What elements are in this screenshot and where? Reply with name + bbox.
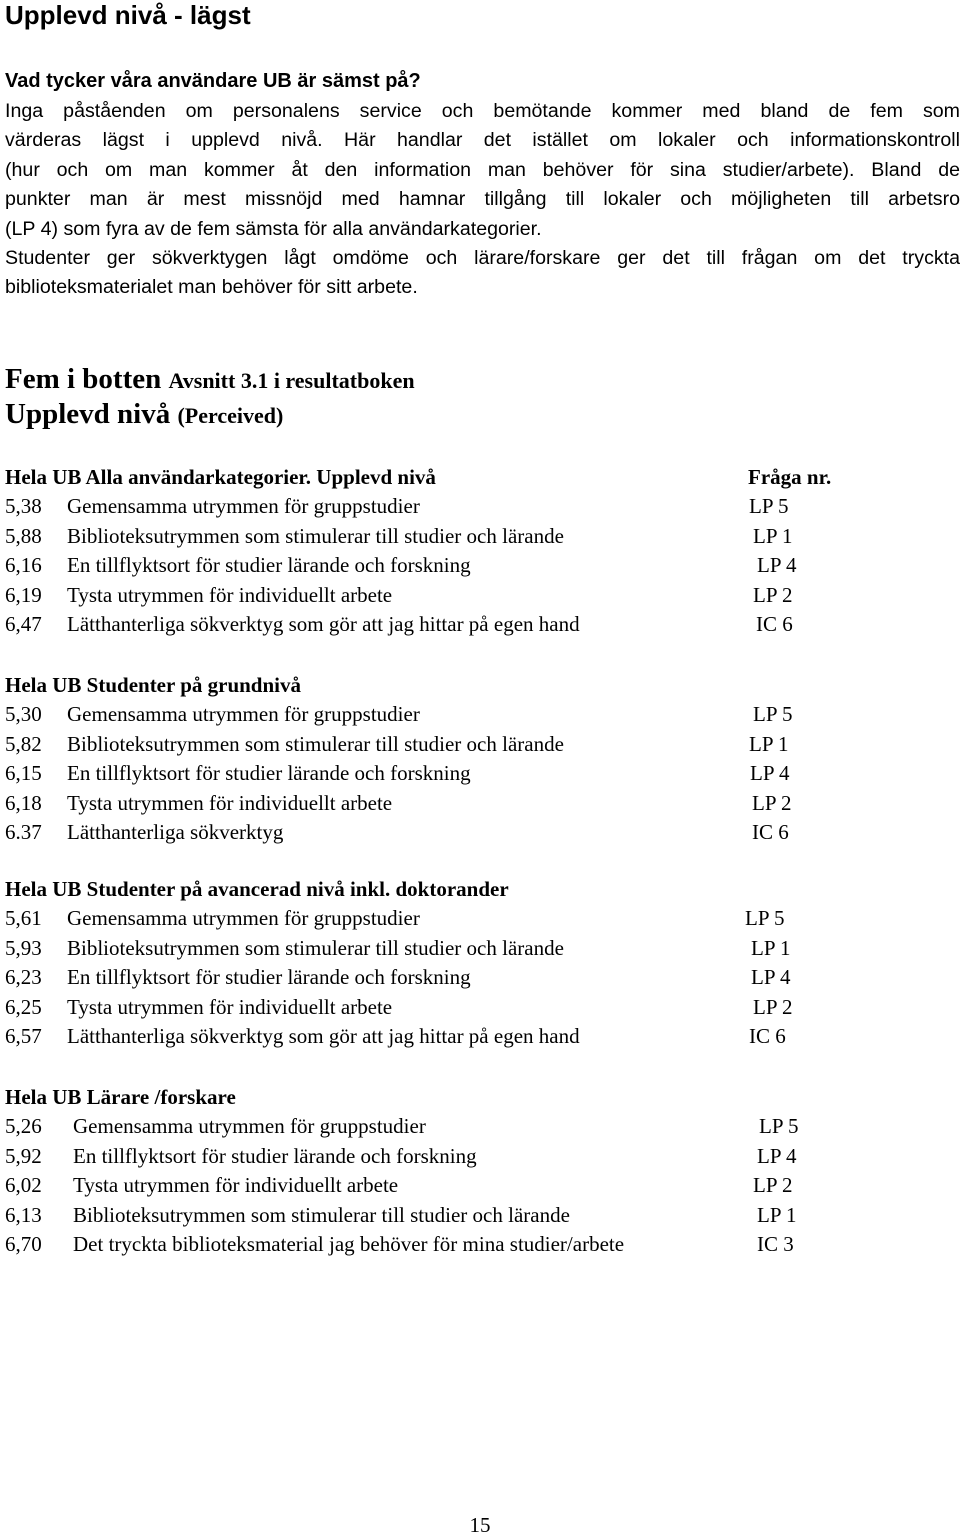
score-value: 6.37 bbox=[5, 820, 42, 844]
score-value: 6,15 bbox=[5, 761, 42, 785]
score-value: 6,23 bbox=[5, 965, 42, 989]
question-code: LP 4 bbox=[750, 761, 790, 785]
heading-sub: Avsnitt 3.1 i resultatboken bbox=[168, 368, 415, 393]
question-code: LP 2 bbox=[752, 790, 792, 815]
heading-sub: (Perceived) bbox=[177, 403, 284, 428]
statement-label: Gemensamma utrymmen för gruppstudier bbox=[67, 494, 420, 518]
question-code: LP 5 bbox=[749, 494, 789, 518]
paragraph-line: punkter man är mest missnöjd med hamnar tillgång till lokaler och möjligheten till arbetsro bbox=[5, 188, 960, 211]
statement-label: Lätthanterliga sökverktyg som gör att jag hittar på egen hand bbox=[67, 612, 580, 636]
result-row bbox=[5, 1201, 945, 1230]
result-row bbox=[5, 1142, 945, 1171]
result-row bbox=[5, 1230, 945, 1259]
result-row bbox=[5, 818, 945, 847]
statement-label: En tillflyktsort för studier lärande och forskning bbox=[67, 553, 471, 577]
paragraph-line: (LP 4) som fyra av de fem sämsta för alla användarkategorier. bbox=[5, 217, 542, 240]
statement-label: Tysta utrymmen för individuellt arbete bbox=[73, 1173, 399, 1197]
statement-label: Tysta utrymmen för individuellt arbete bbox=[67, 582, 393, 607]
statement-label: Gemensamma utrymmen för gruppstudier bbox=[73, 1114, 426, 1138]
question-code: LP 2 bbox=[753, 1173, 793, 1197]
statement-label: Biblioteksutrymmen som stimulerar till studier och lärande bbox=[73, 1202, 570, 1227]
score-value: 5,30 bbox=[5, 702, 42, 726]
score-value: 5,38 bbox=[5, 494, 42, 518]
score-value: 5,61 bbox=[5, 906, 42, 930]
result-row bbox=[5, 492, 945, 521]
question-code: LP 4 bbox=[751, 965, 791, 989]
result-row bbox=[5, 700, 945, 729]
question-code: LP 1 bbox=[751, 935, 791, 960]
question-code: IC 6 bbox=[752, 820, 789, 844]
result-row bbox=[5, 610, 945, 639]
statement-label: En tillflyktsort för studier lärande och forskning bbox=[67, 965, 471, 989]
score-value: 6,13 bbox=[5, 1202, 42, 1227]
question-code: LP 1 bbox=[753, 523, 793, 548]
heading-fem-i-botten bbox=[5, 362, 415, 398]
paragraph-line: Studenter ger sökverktygen lågt omdöme och lärare/forskare ger det till frågan om det tryckta bbox=[5, 247, 960, 270]
statement-label: En tillflyktsort för studier lärande och forskning bbox=[67, 761, 471, 785]
question-code: IC 6 bbox=[749, 1024, 786, 1048]
score-value: 6,19 bbox=[5, 582, 42, 607]
paragraph-line: värderas lägst i upplevd nivå. Här handlar det istället om lokaler och informationskontroll bbox=[5, 129, 960, 152]
question-code: IC 6 bbox=[756, 612, 793, 636]
heading-main: Fem i botten bbox=[5, 363, 162, 395]
question-code: LP 4 bbox=[757, 1143, 797, 1168]
score-value: 6,02 bbox=[5, 1173, 42, 1197]
result-row bbox=[5, 581, 945, 610]
result-row bbox=[5, 1022, 945, 1051]
statement-label: En tillflyktsort för studier lärande och forskning bbox=[73, 1143, 477, 1168]
paragraph-line: Inga påståenden om personalens service och bemötande kommer med bland de fem som bbox=[5, 100, 960, 122]
score-value: 6,25 bbox=[5, 994, 42, 1019]
result-row bbox=[5, 993, 945, 1022]
paragraph-line: biblioteksmaterialet man behöver för sitt arbete. bbox=[5, 276, 418, 299]
score-value: 5,82 bbox=[5, 731, 42, 756]
score-value: 6,47 bbox=[5, 612, 42, 636]
result-row bbox=[5, 551, 945, 580]
result-row bbox=[5, 730, 945, 759]
statement-label: Biblioteksutrymmen som stimulerar till studier och lärande bbox=[67, 731, 564, 756]
paragraph-line: (hur och om man kommer åt den information man behöver för sina studier/arbete). Bland de bbox=[5, 158, 960, 181]
section-title: Hela UB Alla användarkategorier. Upplevd nivå bbox=[5, 465, 436, 489]
page-title: Upplevd nivå - lägst bbox=[5, 0, 251, 30]
score-value: 6,16 bbox=[5, 553, 42, 577]
intro-paragraph bbox=[5, 97, 960, 303]
result-row bbox=[5, 1171, 945, 1200]
question-code: LP 2 bbox=[753, 582, 793, 607]
score-value: 6,18 bbox=[5, 790, 42, 815]
result-row bbox=[5, 522, 945, 551]
result-row bbox=[5, 789, 945, 818]
statement-label: Gemensamma utrymmen för gruppstudier bbox=[67, 906, 420, 930]
question-code: LP 5 bbox=[745, 906, 785, 930]
result-row bbox=[5, 904, 945, 933]
result-row bbox=[5, 759, 945, 788]
score-value: 6,57 bbox=[5, 1024, 42, 1048]
heading-upplevd-niva bbox=[5, 397, 283, 433]
statement-label: Lätthanterliga sökverktyg som gör att jag hittar på egen hand bbox=[67, 1024, 580, 1048]
statement-label: Biblioteksutrymmen som stimulerar till studier och lärande bbox=[67, 935, 564, 960]
result-row bbox=[5, 934, 945, 963]
question-code: LP 5 bbox=[759, 1114, 799, 1138]
heading-main: Upplevd nivå bbox=[5, 398, 171, 430]
result-row bbox=[5, 1112, 945, 1141]
statement-label: Lätthanterliga sökverktyg bbox=[67, 820, 284, 844]
section-question: Vad tycker våra användare UB är sämst på? bbox=[5, 70, 421, 92]
statement-label: Tysta utrymmen för individuellt arbete bbox=[67, 790, 393, 815]
score-value: 5,92 bbox=[5, 1143, 42, 1168]
question-code: LP 1 bbox=[757, 1202, 797, 1227]
question-number-header: Fråga nr. bbox=[748, 465, 832, 489]
question-code: IC 3 bbox=[757, 1232, 794, 1256]
question-code: LP 2 bbox=[753, 994, 793, 1019]
score-value: 5,26 bbox=[5, 1114, 42, 1138]
question-code: LP 1 bbox=[749, 731, 789, 756]
result-row bbox=[5, 963, 945, 992]
score-value: 5,88 bbox=[5, 523, 42, 548]
score-value: 6,70 bbox=[5, 1232, 42, 1256]
statement-label: Det tryckta biblioteksmaterial jag behöver för mina studier/arbete bbox=[73, 1232, 625, 1256]
score-value: 5,93 bbox=[5, 935, 42, 960]
section-title: Hela UB Studenter på avancerad nivå inkl. doktorander bbox=[5, 877, 509, 901]
section-title: Hela UB Studenter på grundnivå bbox=[5, 673, 301, 697]
question-code: LP 4 bbox=[757, 553, 797, 577]
statement-label: Biblioteksutrymmen som stimulerar till studier och lärande bbox=[67, 523, 564, 548]
section-title: Hela UB Lärare /forskare bbox=[5, 1085, 236, 1109]
statement-label: Gemensamma utrymmen för gruppstudier bbox=[67, 702, 420, 726]
page-number: 15 bbox=[469, 1513, 491, 1537]
question-code: LP 5 bbox=[753, 702, 793, 726]
statement-label: Tysta utrymmen för individuellt arbete bbox=[67, 994, 393, 1019]
